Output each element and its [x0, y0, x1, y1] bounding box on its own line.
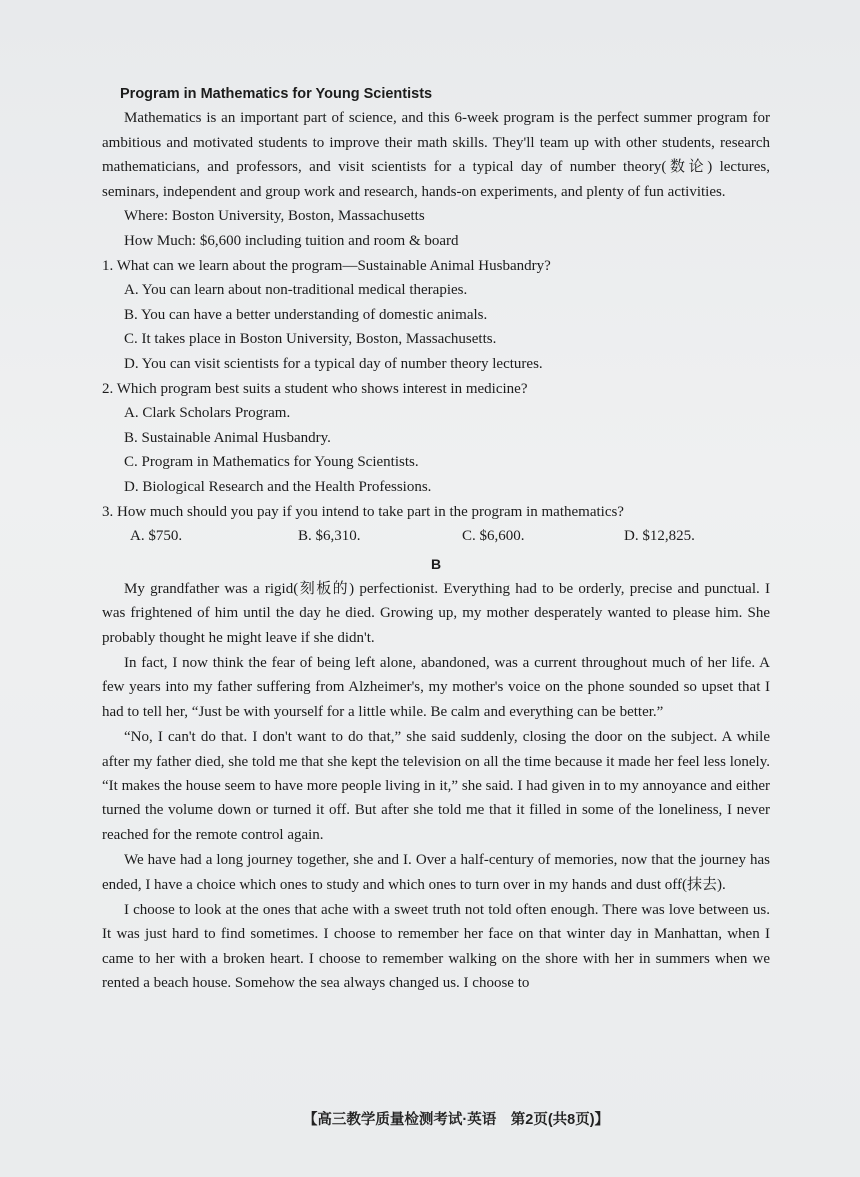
option-d: D. You can visit scientists for a typical day of number theory lectures. [124, 355, 543, 372]
passage-paragraph: We have had a long journey together, she and I. Over a half-century of memories, now that the journey has ended, I have a choice which ones to study and which ones to turn over in my hands and dust off(抹去). [102, 852, 770, 893]
page-footer: 【高三教学质量检测考试·英语 第2页(共8页)】 [302, 1112, 610, 1128]
program-location: Where: Boston University, Boston, Massachusetts [124, 208, 425, 225]
option-a: A. $750. [130, 528, 183, 545]
passage-b [102, 577, 770, 996]
question-3 [102, 500, 770, 549]
passage-paragraph: “No, I can't do that. I don't want to do that,” she said suddenly, closing the door on the subject. A while after my father died, she told me that she kept the television on all the time because it made her feel less lonely. “It makes the house seem to have more people living in it,” she said. I had given in to my annoyance and either turned the volume down or turned it off. But after she told me that it filled in some of the loneliness, I never reached for the remote control again. [102, 729, 770, 843]
program-title: Program in Mathematics for Young Scientists [120, 86, 433, 102]
question-stem: 2. Which program best suits a student who shows interest in medicine? [102, 380, 528, 397]
passage-paragraph: My grandfather was a rigid(刻板的) perfectionist. Everything had to be orderly, precise and punctual. I was frightened of him until the day he died. Growing up, my mother desperately wanted to please him. She probably thought he might leave if she didn't. [102, 580, 770, 646]
question-stem: 1. What can we learn about the program—Sustainable Animal Husbandry? [102, 257, 551, 274]
question-2 [102, 377, 770, 500]
option-b: B. Sustainable Animal Husbandry. [124, 429, 331, 446]
option-c: C. It takes place in Boston University, Boston, Massachusetts. [124, 331, 497, 348]
program-cost: How Much: $6,600 including tuition and room & board [124, 232, 459, 249]
option-d: D. $12,825. [624, 528, 695, 545]
option-a: A. Clark Scholars Program. [124, 405, 291, 422]
option-b: B. $6,310. [298, 528, 361, 545]
option-d: D. Biological Research and the Health Professions. [124, 478, 432, 495]
program-description: Mathematics is an important part of science, and this 6-week program is the perfect summer program for ambitious and motivated students to improve their math skills. They'll team up with other students, research mathematicians, and professors, and visit scientists for a typical day of number theory(数论) lectures, seminars, independent and group work and research, hands-on experiments, and plenty of fun activities. [102, 110, 770, 200]
option-c: C. Program in Mathematics for Young Scientists. [124, 454, 419, 471]
question-stem: 3. How much should you pay if you intend to take part in the program in mathematics? [102, 503, 624, 520]
option-c: C. $6,600. [462, 528, 525, 545]
section-label: B [430, 555, 442, 572]
option-a: A. You can learn about non-traditional medical therapies. [124, 282, 468, 299]
question-1 [102, 254, 770, 377]
option-b: B. You can have a better understanding of domestic animals. [124, 306, 488, 323]
passage-paragraph: I choose to look at the ones that ache with a sweet truth not told often enough. There was love between us. It was just hard to find sometimes. I choose to remember her face on that winter day in Manhattan, when I came to her with a broken heart. I choose to remember walking on the shore with her in summers when we rented a beach house. Somehow the sea always changed us. I choose to [102, 901, 770, 992]
options-row [130, 524, 770, 549]
page-content [102, 82, 770, 996]
passage-paragraph: In fact, I now think the fear of being left alone, abandoned, was a current throughout much of her life. A few years into my father suffering from Alzheimer's, my mother's voice on the phone sounded so upset that I had to tell her, “Just be with yourself for a little while. Be calm and everything can be better.” [102, 654, 770, 720]
